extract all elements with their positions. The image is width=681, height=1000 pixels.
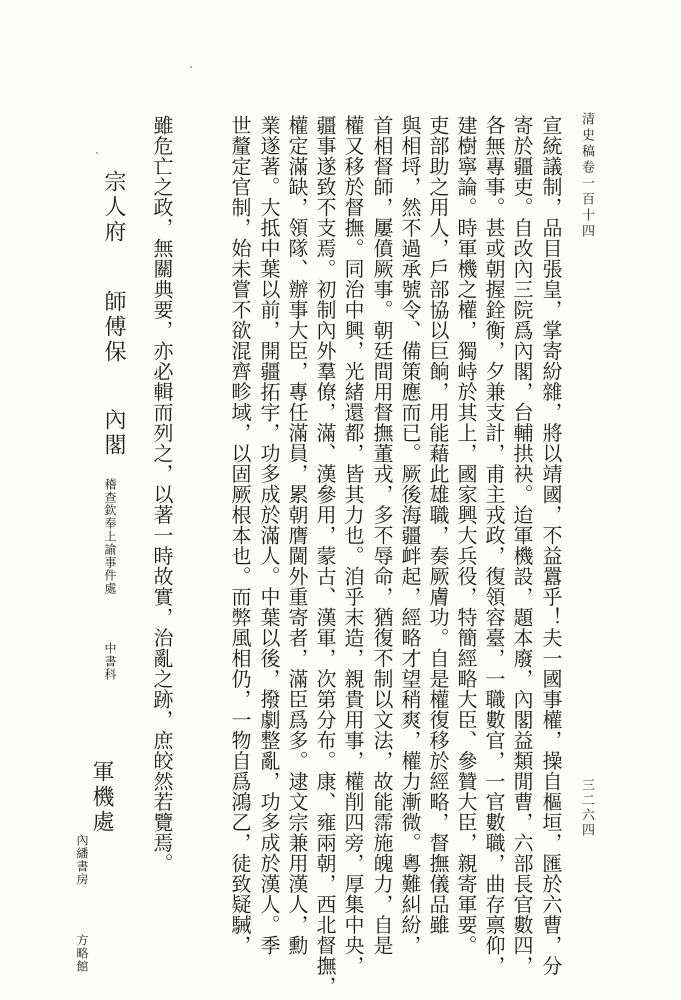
body-column-11: 業遂著。大抵中葉以前，開疆拓宇，功多成於滿人。中葉以後，撥劇整亂，功多成於漢人。季 (257, 115, 281, 956)
body-column-5: 吏部助之用人，戶部協以巨餉，用能藉此雄職，奏厥膚功。自是權復移於經略，督撫儀品雖 (426, 115, 450, 935)
scan-speck (190, 66, 192, 68)
body-column-13: 雖危亡之政，無關典要，亦必輯而列之，以著一時故實，治亂之跡，庶皎然若覽焉。 (150, 115, 174, 874)
running-header-title: 清史稿卷一百十四 (579, 112, 594, 240)
office-neige-sub: 稽查欽奉上諭事件處 (103, 478, 117, 595)
office-neige: 內閣 (101, 408, 126, 458)
office-junjichu-sub-2: 方略館 (75, 934, 89, 973)
body-column-3: 各無專事。甚或朝握銓衡，夕兼支計，甫主戎政，復領容臺，一職數官，一官數職，曲存禀仰， (482, 115, 506, 976)
body-column-4: 建樹寧論。時軍機之權，獨峙於其上，國家興大兵役，特簡經略大臣、參贊大臣，親寄軍要。 (454, 115, 478, 956)
office-junjichu-sub-1: 內繙書房 (75, 834, 89, 886)
body-column-8: 權又移於督撫。同治中興，光緒還都，皆其力也。洎乎末造，親貴用事，權削四旁，厚集中央， (341, 115, 365, 976)
body-column-1: 宣統議制，品目張皇，掌寄紛雜，將以靖國，不益囂乎！夫一國事權，操自樞垣，匯於六曹，分 (539, 115, 563, 976)
body-column-7: 首相督師，屢僨厥事。朝廷間用督撫董戎，多不辱命，猶復不制以文法，故能霈施魄力，自是 (370, 115, 394, 956)
page-number: 三二六四 (579, 778, 594, 838)
body-column-9: 疆事遂致不支焉。初制內外羣僚，滿、漢參用，蒙古、漢軍，次第分布。康、雍兩朝，西北督撫， (313, 115, 337, 997)
body-column-2: 寄於疆吏。自改內三院爲內閣，台輔拱袂。迨軍機設，題本廢，內閣益類閒曹，六部長官數四， (510, 115, 534, 976)
scan-speck (96, 152, 98, 154)
office-shifubao: 師傅保 (101, 290, 126, 365)
body-column-12: 世釐定官制，始未嘗不欲混齊畛域，以固厥根本也。而弊風相仍，一物自爲鴻乙，徒致疑駴， (228, 115, 252, 956)
office-zongrenfu: 宗人府 (101, 170, 126, 245)
office-zhongshuke: 中書科 (103, 642, 117, 681)
body-column-10: 權定滿缺，領隊、辦事大臣，專任滿員，累朝膺閫外重寄者，滿臣爲多。逮文宗兼用漢人，勳 (285, 115, 309, 956)
body-column-6: 與相埒，然不過承號令、備策應而已。厥後海疆衅起，經略才望稍爽，權力漸微。粵難糾紛， (398, 115, 422, 956)
office-junjichu: 軍機處 (89, 760, 114, 835)
